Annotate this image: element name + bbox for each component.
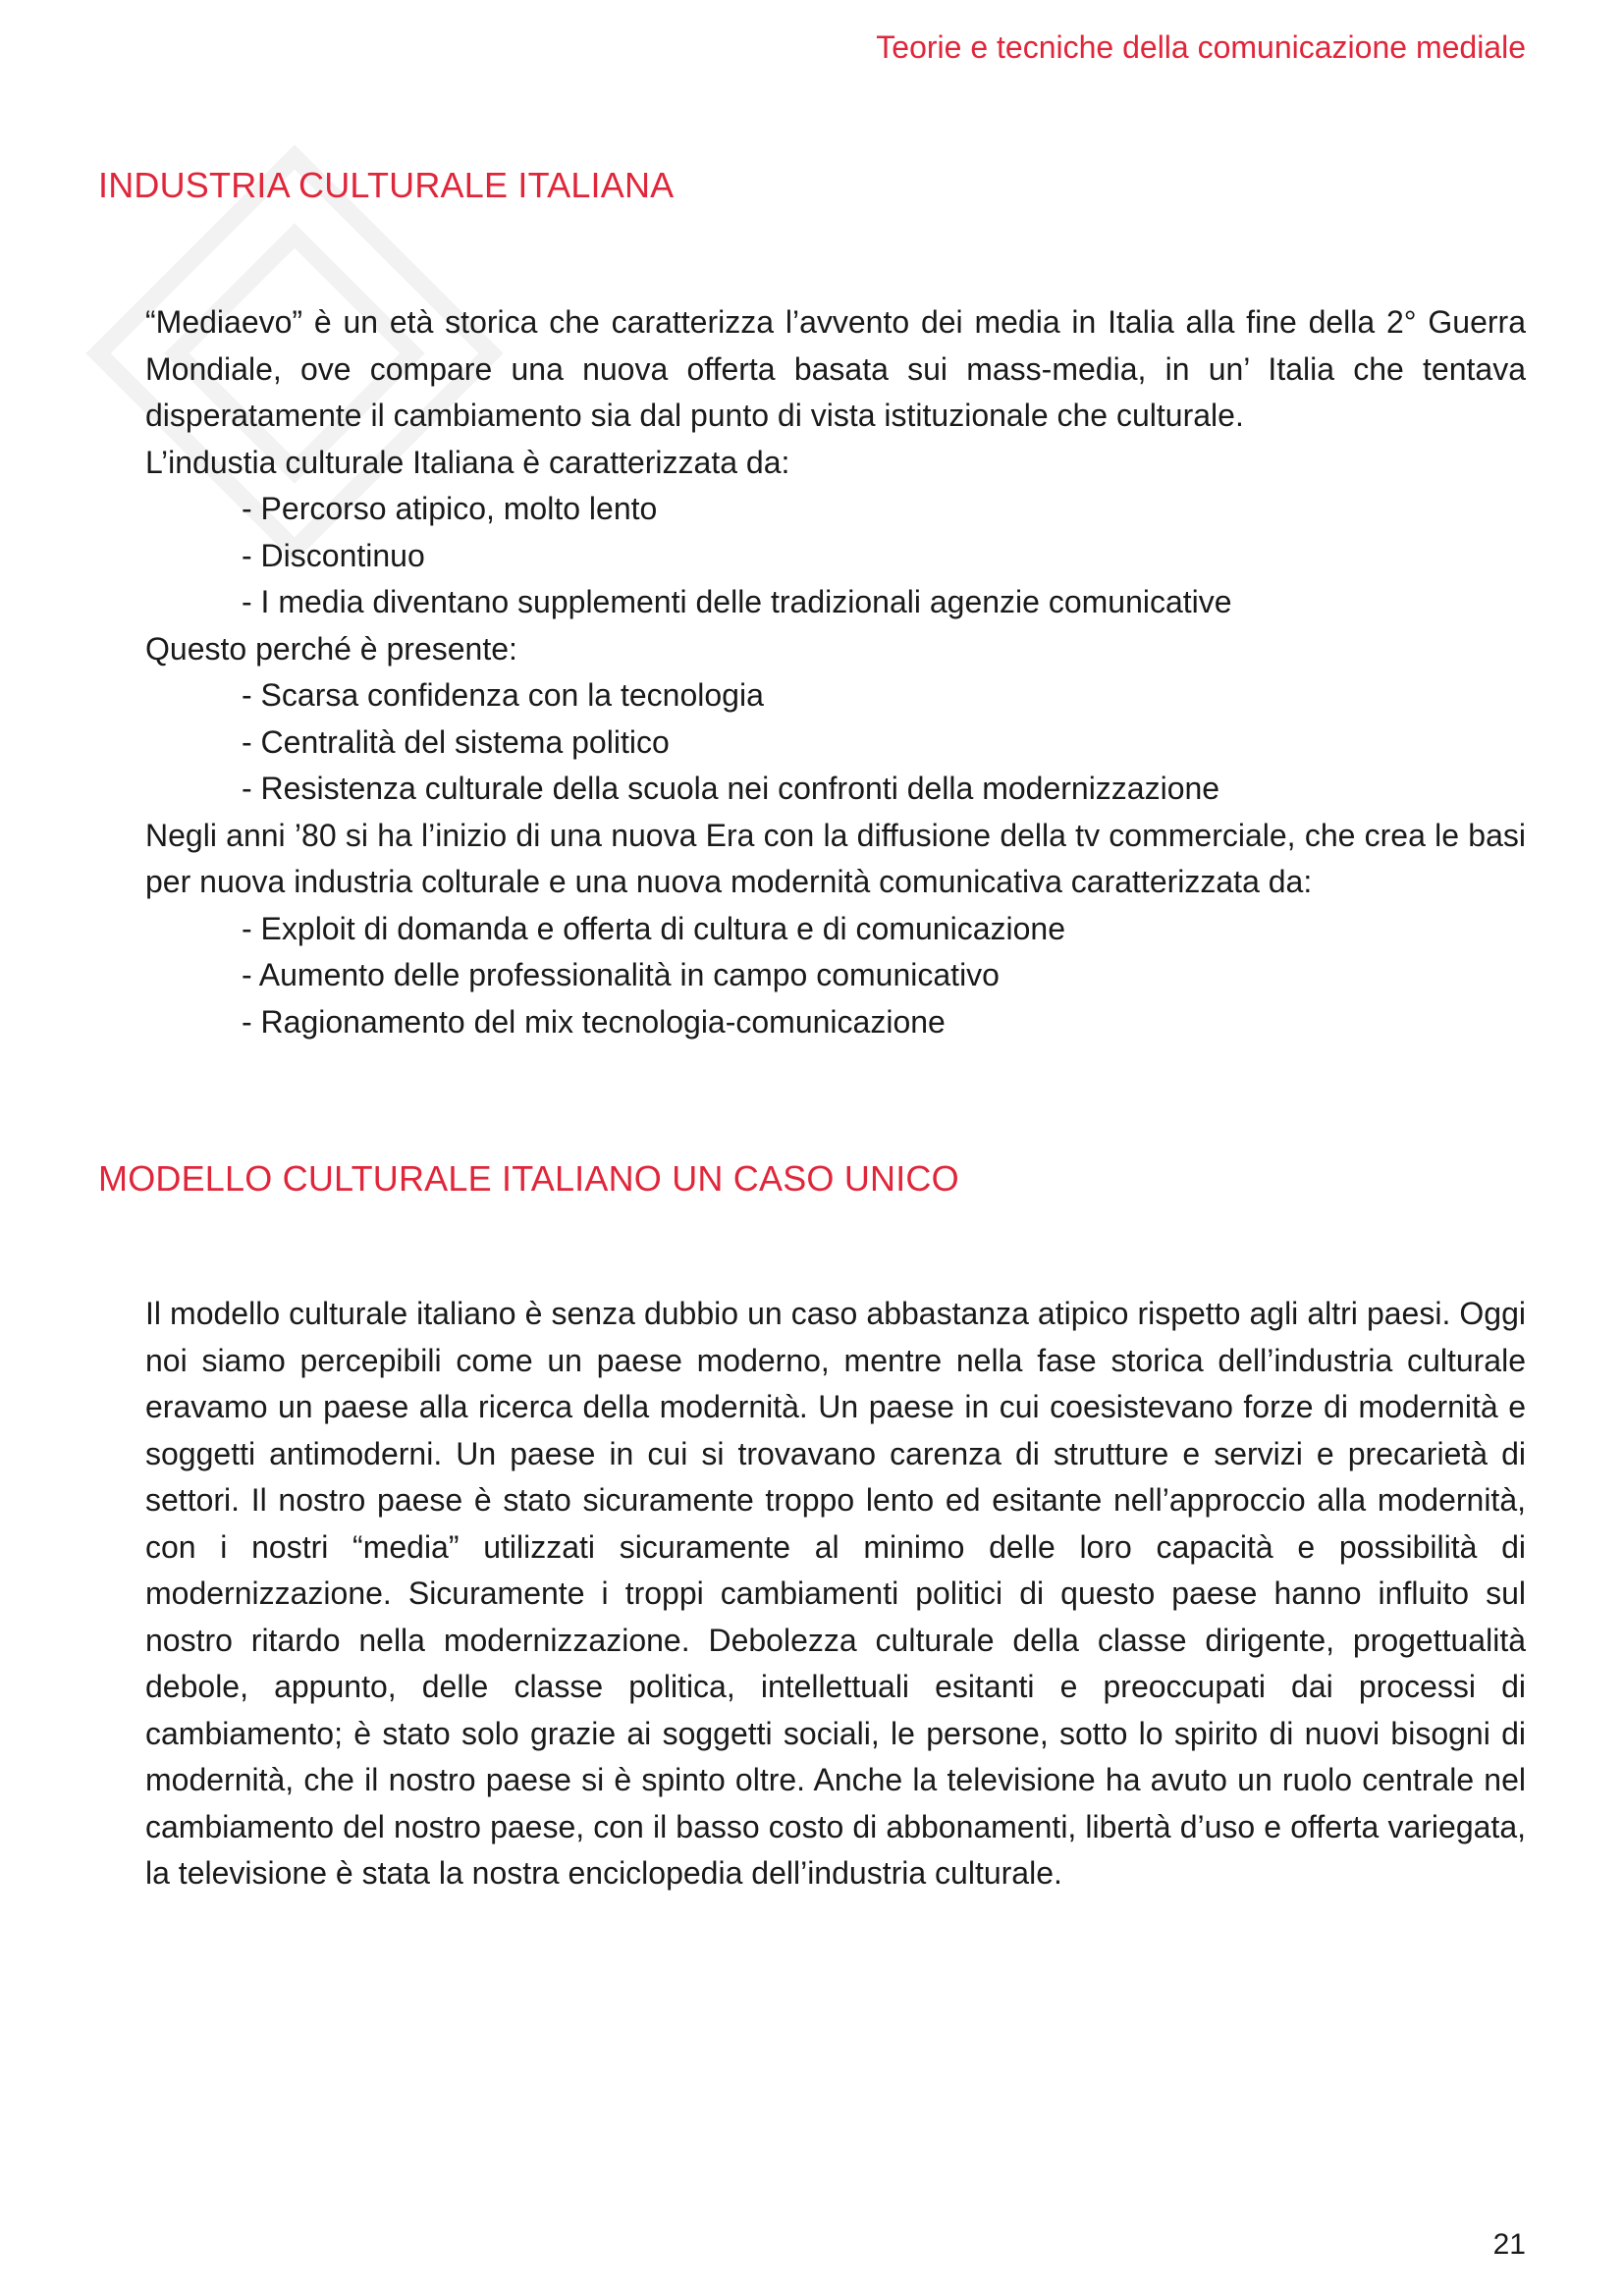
section-title-modello: MODELLO CULTURALE ITALIANO UN CASO UNICO (98, 1158, 959, 1199)
section-industria-body (145, 299, 1526, 1045)
list-item: - Scarsa confidenza con la tecnologia (242, 677, 764, 713)
list-item: - Ragionamento del mix tecnologia-comunicazione (242, 1003, 946, 1040)
modello-paragraph: Il modello culturale italiano è senza dubbio un caso abbastanza atipico rispetto agli altri paesi. Oggi noi siamo percepibili come un paese moderno, mentre nella fase storica dell’industria culturale eravamo un paese alla ricerca della modernità. Un paese in cui coesistevano forze di modernità e soggetti antimoderni. Un paese in cui si trovavano carenza di strutture e servizi e precarietà di settori. Il nostro paese è stato sicuramente troppo lento ed esitante nell’approccio alla modernità, con i nostri “media” utilizzati sicuramente al minimo delle loro capacità e possibilità di modernizzazione. Sicuramente i troppi cambiamenti politici di questo paese hanno influito sul nostro ritardo nella modernizzazione. Debolezza culturale della classe dirigente, progettualità debole, appunto, delle classe politica, intellettuali esitanti e preoccupati dai processi di cambiamento; è stato solo grazie ai soggetti sociali, le persone, sotto lo spirito di nuovi bisogni di modernità, che il nostro paese si è spinto oltre. Anche la televisione ha avuto un ruolo centrale nel cambiamento del nostro paese, con il basso costo di abbonamenti, libertà d’uso e offerta variegata, la televisione è stata la nostra enciclopedia dell’industria culturale. (145, 1296, 1526, 1891)
list-item: - Exploit di domanda e offerta di cultura e di comunicazione (242, 910, 1065, 946)
list-item: - Discontinuo (242, 537, 425, 573)
lead-paragraph-1: L’industia culturale Italiana è caratterizzata da: (145, 444, 790, 480)
section-title-industria: INDUSTRIA CULTURALE ITALIANA (98, 165, 675, 205)
modernity-list (145, 906, 1526, 1046)
list-item: - Aumento delle professionalità in campo comunicativo (242, 957, 1000, 992)
lead-paragraph-3: Negli anni ’80 si ha l’inizio di una nuova Era con la diffusione della tv commerciale, che crea le basi per nuova industria colturale e una nuova modernità comunicativa caratterizzata da: (145, 817, 1526, 899)
section-modello-body (145, 1291, 1526, 1897)
list-item: - Resistenza culturale della scuola nei confronti della modernizzazione (242, 771, 1220, 806)
characteristics-list (145, 486, 1526, 626)
causes-list (145, 672, 1526, 813)
list-item: - I media diventano supplementi delle tradizionali agenzie comunicative (242, 584, 1232, 619)
page-number: 21 (1492, 2228, 1526, 2261)
running-header: Teorie e tecniche della comunicazione mediale (876, 29, 1526, 65)
lead-paragraph-2: Questo perché è presente: (145, 630, 517, 667)
list-item: - Percorso atipico, molto lento (242, 491, 658, 526)
intro-paragraph: “Mediaevo” è un età storica che caratterizza l’avvento dei media in Italia alla fine della 2° Guerra Mondiale, ove compare una nuova offerta basata sui mass-media, in un’ Italia che tentava disperatamente il cambiamento sia dal punto di vista istituzionale che culturale. (145, 304, 1526, 433)
list-item: - Centralità del sistema politico (242, 723, 670, 760)
